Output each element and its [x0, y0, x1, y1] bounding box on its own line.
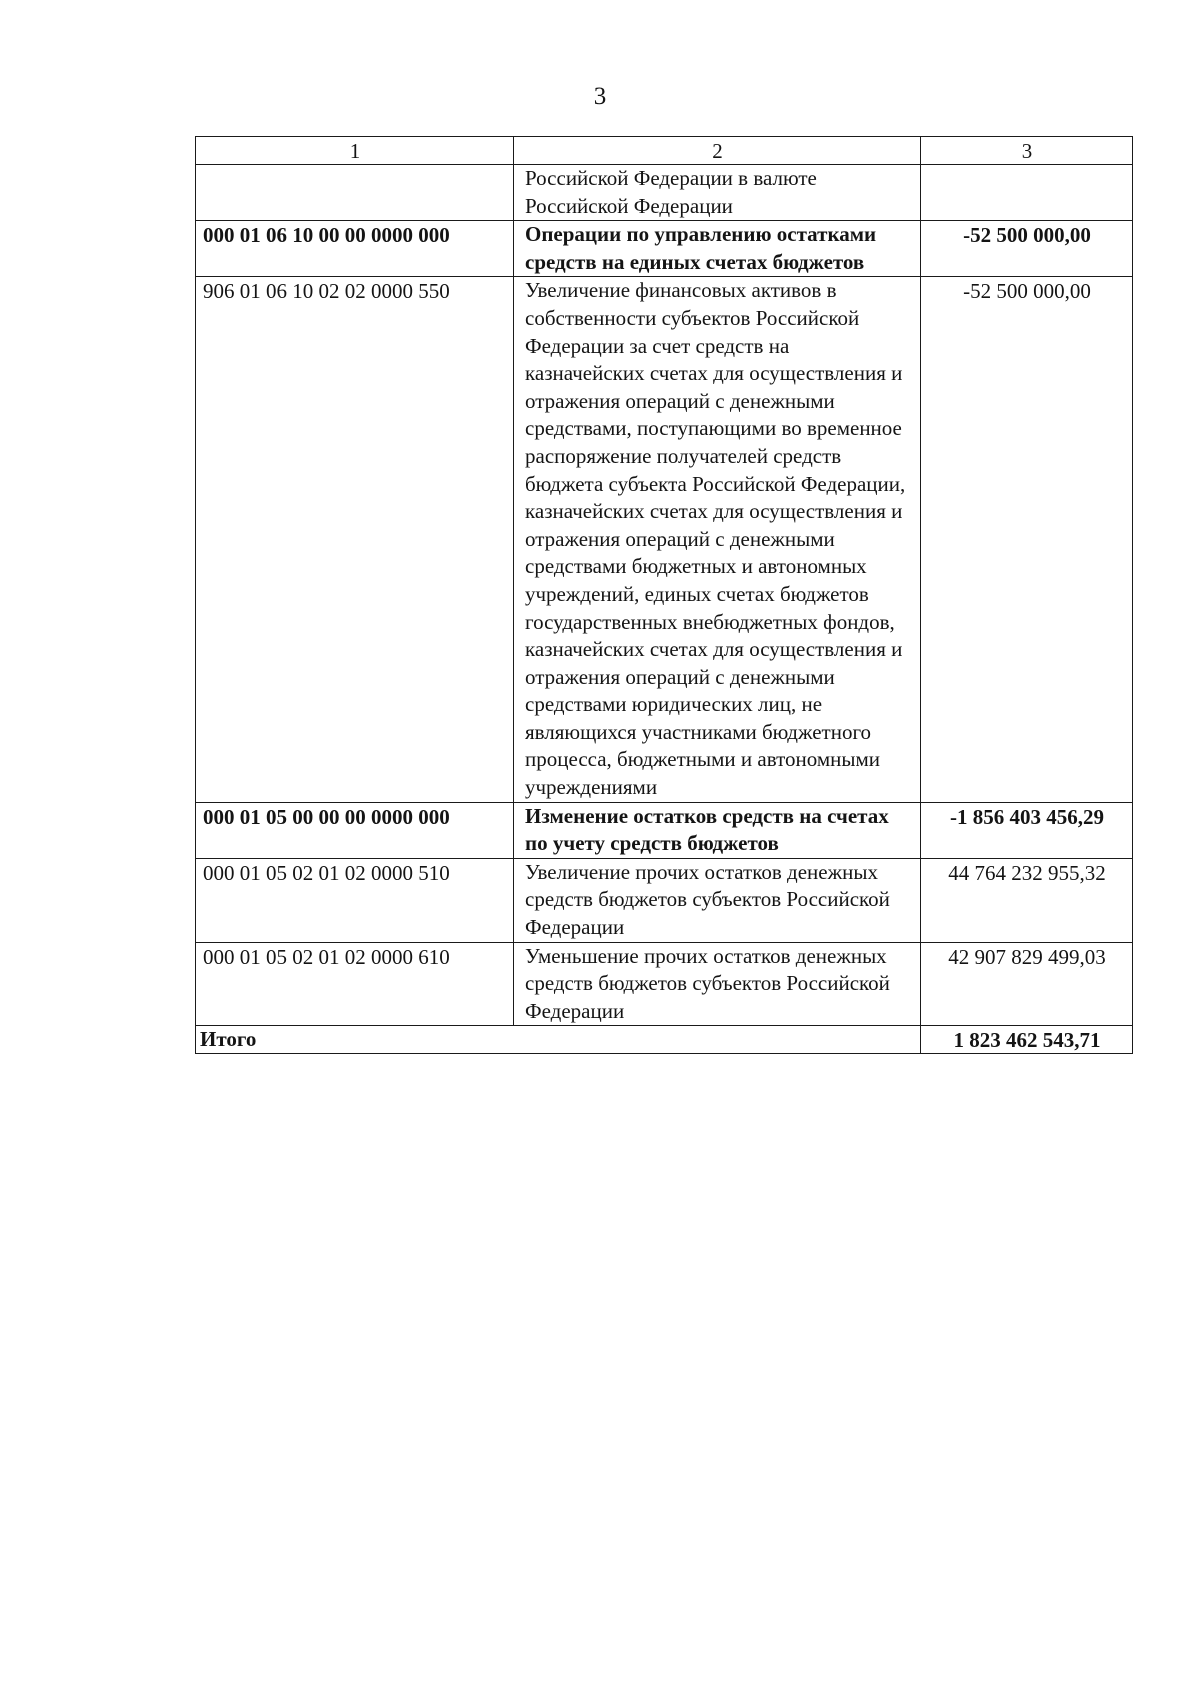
table-row — [196, 858, 1133, 942]
column-header-3: 3 — [921, 137, 1133, 165]
row-code: 000 01 06 10 00 00 0000 000 — [196, 221, 514, 277]
total-amount: 1 823 462 543,71 — [921, 1026, 1133, 1054]
budget-sources-table — [195, 136, 1133, 1054]
row-name: Изменение остатков средств на счетах по учету средств бюджетов — [514, 802, 921, 858]
row-amount: -52 500 000,00 — [921, 221, 1133, 277]
table-header-row — [196, 137, 1133, 165]
page-number: 3 — [593, 83, 607, 110]
row-name: Операции по управлению остатками средств на единых счетах бюджетов — [514, 221, 921, 277]
row-name: Увеличение прочих остатков денежных средств бюджетов субъектов Российской Федерации — [514, 858, 921, 942]
row-name: Российской Федерации в валюте Российской Федерации — [514, 165, 921, 221]
table-row — [196, 165, 1133, 221]
total-label: Итого — [196, 1026, 921, 1054]
row-name: Уменьшение прочих остатков денежных средств бюджетов субъектов Российской Федерации — [514, 942, 921, 1026]
row-code: 000 01 05 02 01 02 0000 610 — [196, 942, 514, 1026]
table-row — [196, 942, 1133, 1026]
column-header-2: 2 — [514, 137, 921, 165]
row-code: 000 01 05 02 01 02 0000 510 — [196, 858, 514, 942]
table-row — [196, 277, 1133, 802]
row-amount: -52 500 000,00 — [921, 277, 1133, 802]
row-amount: 42 907 829 499,03 — [921, 942, 1133, 1026]
table-row — [196, 802, 1133, 858]
table-row — [196, 221, 1133, 277]
total-row — [196, 1026, 1133, 1054]
row-name: Увеличение финансовых активов в собственности субъектов Российской Федерации за счет средств на казначейских счетах для осуществления и отражения операций с денежными средствами, поступающими во временное распоряжение получателей средств бюджета субъекта Российской Федерации, казначейских счетах для осуществления и отражения операций с денежными средствами бюджетных и автономных учреждений, единых счетах бюджетов государственных внебюджетных фондов, казначейских счетах для осуществления и отражения операций с денежными средствами юридических лиц, не являющихся участниками бюджетного процесса, бюджетными и автономными учреждениями — [514, 277, 921, 802]
row-amount: 44 764 232 955,32 — [921, 858, 1133, 942]
row-amount — [921, 165, 1133, 221]
row-code: 906 01 06 10 02 02 0000 550 — [196, 277, 514, 802]
column-header-1: 1 — [196, 137, 514, 165]
row-amount: -1 856 403 456,29 — [921, 802, 1133, 858]
row-code — [196, 165, 514, 221]
row-code: 000 01 05 00 00 00 0000 000 — [196, 802, 514, 858]
